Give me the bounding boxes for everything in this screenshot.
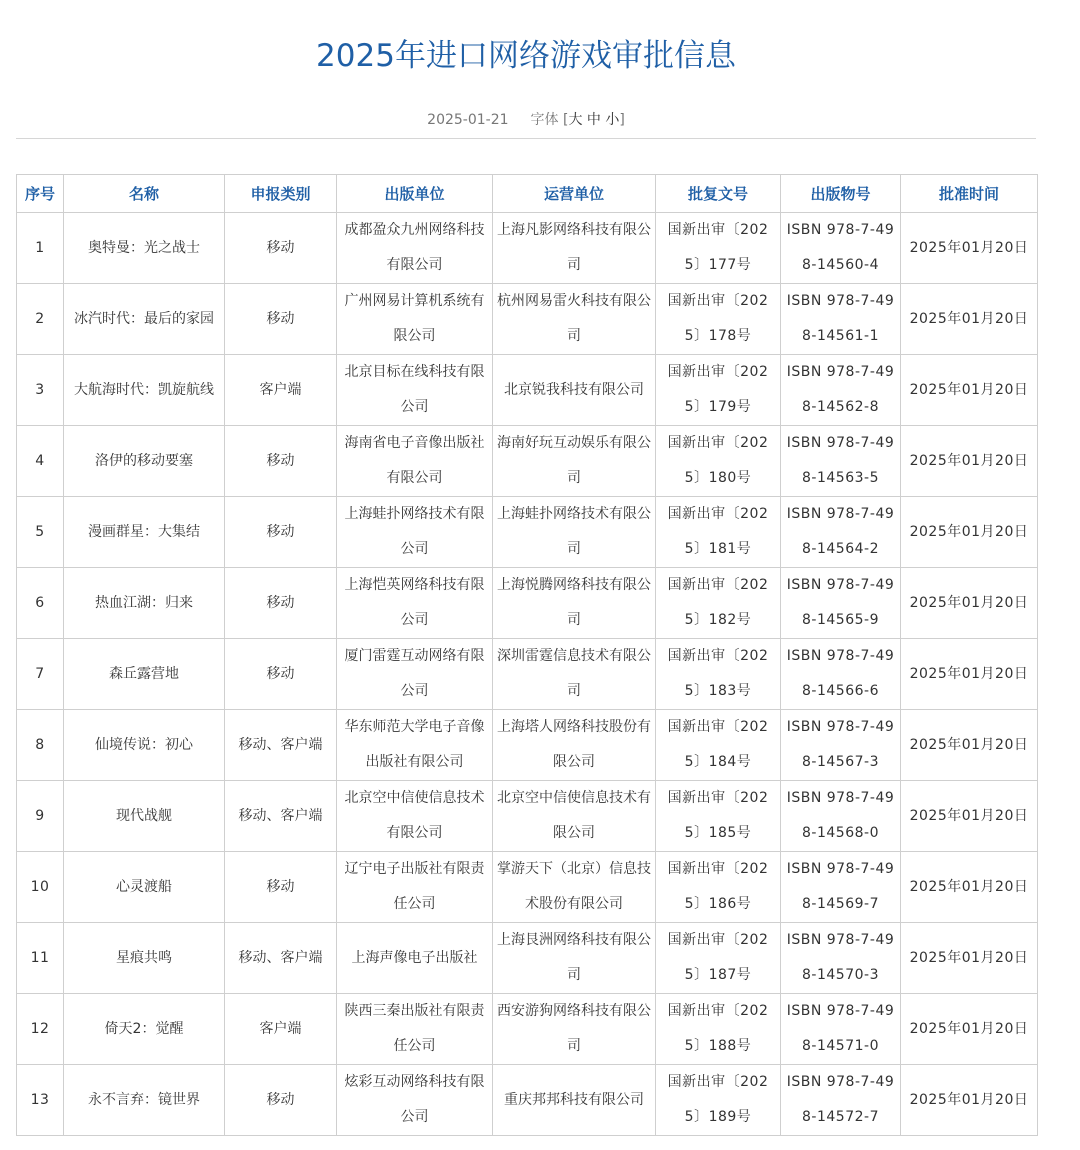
cell-category: 客户端 xyxy=(225,355,337,426)
cell-isbn: ISBN 978-7-498-14570-3 xyxy=(781,923,901,994)
cell-publisher: 海南省电子音像出版社有限公司 xyxy=(337,426,493,497)
cell-approval-number: 国新出审〔2025〕185号 xyxy=(656,781,781,852)
column-header-approval-number: 批复文号 xyxy=(656,175,781,213)
cell-publisher: 陕西三秦出版社有限责任公司 xyxy=(337,994,493,1065)
bracket-close: ] xyxy=(619,112,625,128)
table-row xyxy=(17,497,1038,568)
cell-operator: 上海艮洲网络科技有限公司 xyxy=(493,923,656,994)
table-row xyxy=(17,852,1038,923)
table-row xyxy=(17,355,1038,426)
cell-index: 2 xyxy=(17,284,64,355)
cell-name: 热血江湖：归来 xyxy=(64,568,225,639)
bracket-open: [ xyxy=(562,112,569,128)
cell-approval-number: 国新出审〔2025〕179号 xyxy=(656,355,781,426)
cell-name: 森丘露营地 xyxy=(64,639,225,710)
cell-operator: 掌游天下（北京）信息技术股份有限公司 xyxy=(493,852,656,923)
cell-operator: 上海悦腾网络科技有限公司 xyxy=(493,568,656,639)
cell-operator: 杭州网易雷火科技有限公司 xyxy=(493,284,656,355)
column-header-category: 申报类别 xyxy=(225,175,337,213)
approval-table xyxy=(16,174,1038,1136)
cell-name: 永不言弃：镜世界 xyxy=(64,1065,225,1136)
cell-approval-number: 国新出审〔2025〕186号 xyxy=(656,852,781,923)
cell-approval-number: 国新出审〔2025〕177号 xyxy=(656,213,781,284)
cell-publisher: 广州网易计算机系统有限公司 xyxy=(337,284,493,355)
cell-index: 11 xyxy=(17,923,64,994)
table-header-row xyxy=(17,175,1038,213)
cell-operator: 上海蛙扑网络技术有限公司 xyxy=(493,497,656,568)
cell-name: 倚天2：觉醒 xyxy=(64,994,225,1065)
cell-category: 移动 xyxy=(225,284,337,355)
cell-category: 移动、客户端 xyxy=(225,710,337,781)
table-row xyxy=(17,994,1038,1065)
column-header-isbn: 出版物号 xyxy=(781,175,901,213)
column-header-operator: 运营单位 xyxy=(493,175,656,213)
cell-approval-date: 2025年01月20日 xyxy=(901,355,1038,426)
cell-isbn: ISBN 978-7-498-14560-4 xyxy=(781,213,901,284)
cell-approval-date: 2025年01月20日 xyxy=(901,852,1038,923)
cell-isbn: ISBN 978-7-498-14569-7 xyxy=(781,852,901,923)
cell-isbn: ISBN 978-7-498-14564-2 xyxy=(781,497,901,568)
cell-approval-date: 2025年01月20日 xyxy=(901,497,1038,568)
cell-index: 10 xyxy=(17,852,64,923)
cell-category: 移动 xyxy=(225,568,337,639)
column-header-index: 序号 xyxy=(17,175,64,213)
cell-operator: 上海塔人网络科技股份有限公司 xyxy=(493,710,656,781)
cell-index: 7 xyxy=(17,639,64,710)
cell-approval-date: 2025年01月20日 xyxy=(901,1065,1038,1136)
cell-approval-number: 国新出审〔2025〕189号 xyxy=(656,1065,781,1136)
font-size-small-link[interactable]: 小 xyxy=(605,112,620,128)
cell-index: 8 xyxy=(17,710,64,781)
cell-approval-date: 2025年01月20日 xyxy=(901,994,1038,1065)
font-size-large-link[interactable]: 大 xyxy=(568,112,583,128)
table-row xyxy=(17,213,1038,284)
cell-isbn: ISBN 978-7-498-14563-5 xyxy=(781,426,901,497)
cell-approval-date: 2025年01月20日 xyxy=(901,781,1038,852)
table-row xyxy=(17,1065,1038,1136)
font-size-label: 字体 xyxy=(530,112,559,128)
table-row xyxy=(17,639,1038,710)
cell-approval-date: 2025年01月20日 xyxy=(901,213,1038,284)
column-header-name: 名称 xyxy=(64,175,225,213)
cell-name: 仙境传说：初心 xyxy=(64,710,225,781)
cell-isbn: ISBN 978-7-498-14561-1 xyxy=(781,284,901,355)
cell-publisher: 厦门雷霆互动网络有限公司 xyxy=(337,639,493,710)
cell-publisher: 上海蛙扑网络技术有限公司 xyxy=(337,497,493,568)
cell-approval-date: 2025年01月20日 xyxy=(901,568,1038,639)
cell-publisher: 上海恺英网络科技有限公司 xyxy=(337,568,493,639)
table-row xyxy=(17,284,1038,355)
cell-category: 移动、客户端 xyxy=(225,781,337,852)
cell-category: 移动 xyxy=(225,852,337,923)
table-row xyxy=(17,710,1038,781)
cell-publisher: 成都盈众九州网络科技有限公司 xyxy=(337,213,493,284)
cell-category: 移动 xyxy=(225,1065,337,1136)
cell-index: 4 xyxy=(17,426,64,497)
cell-publisher: 上海声像电子出版社 xyxy=(337,923,493,994)
cell-isbn: ISBN 978-7-498-14568-0 xyxy=(781,781,901,852)
cell-name: 奥特曼：光之战士 xyxy=(64,213,225,284)
cell-category: 移动 xyxy=(225,639,337,710)
table-row xyxy=(17,426,1038,497)
cell-operator: 北京空中信使信息技术有限公司 xyxy=(493,781,656,852)
cell-publisher: 北京目标在线科技有限公司 xyxy=(337,355,493,426)
cell-category: 移动、客户端 xyxy=(225,923,337,994)
cell-approval-number: 国新出审〔2025〕187号 xyxy=(656,923,781,994)
cell-index: 13 xyxy=(17,1065,64,1136)
cell-publisher: 炫彩互动网络科技有限公司 xyxy=(337,1065,493,1136)
cell-index: 9 xyxy=(17,781,64,852)
header-divider xyxy=(16,138,1036,139)
table-row xyxy=(17,568,1038,639)
cell-approval-number: 国新出审〔2025〕180号 xyxy=(656,426,781,497)
cell-index: 12 xyxy=(17,994,64,1065)
cell-isbn: ISBN 978-7-498-14562-8 xyxy=(781,355,901,426)
cell-name: 洛伊的移动要塞 xyxy=(64,426,225,497)
article-meta xyxy=(16,110,1036,130)
cell-approval-number: 国新出审〔2025〕184号 xyxy=(656,710,781,781)
cell-approval-date: 2025年01月20日 xyxy=(901,426,1038,497)
cell-approval-date: 2025年01月20日 xyxy=(901,923,1038,994)
cell-index: 5 xyxy=(17,497,64,568)
publish-date: 2025-01-21 xyxy=(427,112,509,128)
cell-name: 漫画群星：大集结 xyxy=(64,497,225,568)
cell-operator: 西安游狗网络科技有限公司 xyxy=(493,994,656,1065)
cell-isbn: ISBN 978-7-498-14567-3 xyxy=(781,710,901,781)
cell-name: 冰汽时代：最后的家园 xyxy=(64,284,225,355)
cell-approval-number: 国新出审〔2025〕182号 xyxy=(656,568,781,639)
table-row xyxy=(17,781,1038,852)
cell-approval-number: 国新出审〔2025〕178号 xyxy=(656,284,781,355)
cell-category: 移动 xyxy=(225,497,337,568)
cell-category: 移动 xyxy=(225,426,337,497)
cell-approval-number: 国新出审〔2025〕183号 xyxy=(656,639,781,710)
cell-approval-number: 国新出审〔2025〕188号 xyxy=(656,994,781,1065)
page-title: 2025年进口网络游戏审批信息 xyxy=(316,38,736,74)
cell-operator: 重庆邦邦科技有限公司 xyxy=(493,1065,656,1136)
cell-operator: 海南好玩互动娱乐有限公司 xyxy=(493,426,656,497)
cell-operator: 上海凡影网络科技有限公司 xyxy=(493,213,656,284)
cell-publisher: 辽宁电子出版社有限责任公司 xyxy=(337,852,493,923)
cell-isbn: ISBN 978-7-498-14566-6 xyxy=(781,639,901,710)
cell-isbn: ISBN 978-7-498-14565-9 xyxy=(781,568,901,639)
table-row xyxy=(17,923,1038,994)
cell-approval-number: 国新出审〔2025〕181号 xyxy=(656,497,781,568)
cell-name: 现代战舰 xyxy=(64,781,225,852)
cell-name: 心灵渡船 xyxy=(64,852,225,923)
table-body xyxy=(17,213,1038,1136)
cell-isbn: ISBN 978-7-498-14572-7 xyxy=(781,1065,901,1136)
cell-name: 星痕共鸣 xyxy=(64,923,225,994)
column-header-approval-date: 批准时间 xyxy=(901,175,1038,213)
cell-operator: 北京锐我科技有限公司 xyxy=(493,355,656,426)
cell-index: 6 xyxy=(17,568,64,639)
cell-category: 客户端 xyxy=(225,994,337,1065)
cell-category: 移动 xyxy=(225,213,337,284)
cell-index: 1 xyxy=(17,213,64,284)
cell-name: 大航海时代：凯旋航线 xyxy=(64,355,225,426)
cell-approval-date: 2025年01月20日 xyxy=(901,710,1038,781)
cell-index: 3 xyxy=(17,355,64,426)
cell-publisher: 华东师范大学电子音像出版社有限公司 xyxy=(337,710,493,781)
cell-approval-date: 2025年01月20日 xyxy=(901,284,1038,355)
font-size-medium-link[interactable]: 中 xyxy=(586,112,601,128)
cell-isbn: ISBN 978-7-498-14571-0 xyxy=(781,994,901,1065)
cell-approval-date: 2025年01月20日 xyxy=(901,639,1038,710)
cell-operator: 深圳雷霆信息技术有限公司 xyxy=(493,639,656,710)
cell-publisher: 北京空中信使信息技术有限公司 xyxy=(337,781,493,852)
column-header-publisher: 出版单位 xyxy=(337,175,493,213)
